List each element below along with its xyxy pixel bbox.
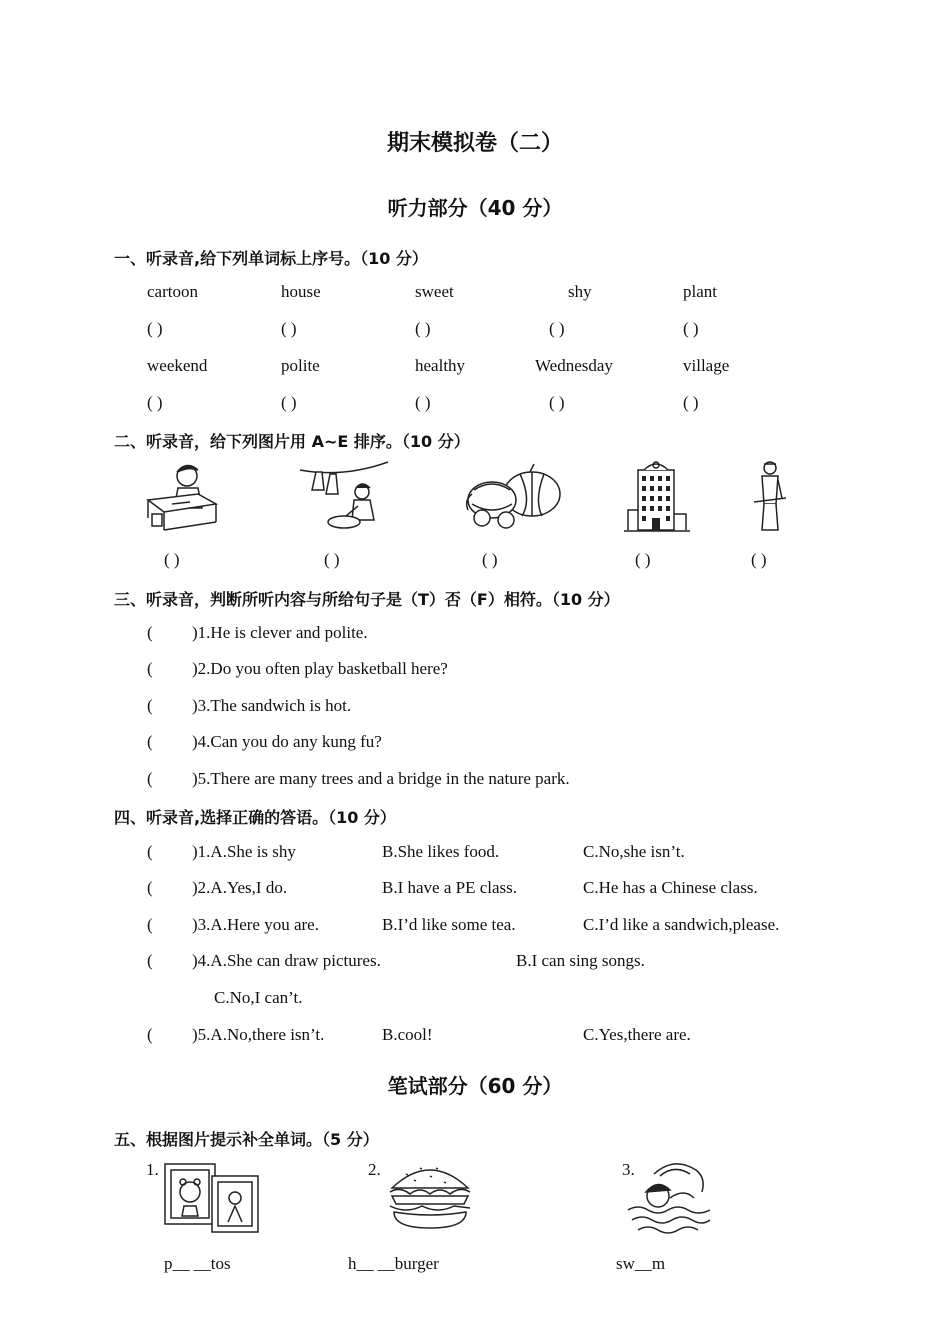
picture-number-1: 1. xyxy=(146,1160,159,1179)
q2-option-c: C.He has a Chinese class. xyxy=(583,878,758,897)
tall-building-picture xyxy=(624,458,690,534)
picture-number-3: 3. xyxy=(622,1160,635,1179)
word-weekend: weekend xyxy=(147,356,208,375)
statement-1: )1.He is clever and polite. xyxy=(192,623,368,642)
farmer-with-pole-picture xyxy=(752,458,788,534)
answer-open-paren[interactable]: ( xyxy=(147,842,153,861)
q4-option-c: C.No,I can’t. xyxy=(214,988,303,1007)
answer-blank[interactable]: ( ) xyxy=(549,393,565,412)
answer-blank[interactable]: ( ) xyxy=(415,393,431,412)
word-blank-photos[interactable]: p__ __tos xyxy=(164,1254,231,1273)
word-wednesday: Wednesday xyxy=(535,356,613,375)
answer-blank[interactable]: ( ) xyxy=(549,319,565,338)
answer-open-paren[interactable]: ( xyxy=(147,696,153,715)
section-5-heading: 五、根据图片提示补全单词。（5 分） xyxy=(114,1130,379,1149)
statement-5: )5.There are many trees and a bridge in the nature park. xyxy=(192,769,570,788)
section-3-heading: 三、听录音，判断所听内容与所给句子是（T）否（F）相符。（10 分） xyxy=(114,590,620,609)
answer-open-paren[interactable]: ( xyxy=(147,1025,153,1044)
q4-option-a: )4.A.She can draw pictures. xyxy=(192,951,381,970)
boy-writing-at-desk-picture xyxy=(142,460,222,534)
page-title: 期末模拟卷（二） xyxy=(386,131,563,156)
word-polite: polite xyxy=(281,356,320,375)
q5-option-b: B.cool! xyxy=(382,1025,433,1044)
q2-option-a: )2.A.Yes,I do. xyxy=(192,878,288,897)
word-blank-swim[interactable]: sw__m xyxy=(616,1254,666,1273)
vegetables-and-pumpkin-picture xyxy=(462,460,566,532)
answer-open-paren[interactable]: ( xyxy=(147,623,153,642)
answer-open-paren[interactable]: ( xyxy=(147,659,153,678)
picture-answer-blank[interactable]: ( ) xyxy=(482,550,498,569)
q3-option-c: C.I’d like a sandwich,please. xyxy=(583,915,780,934)
picture-number-2: 2. xyxy=(368,1160,381,1179)
word-blank-hamburger[interactable]: h__ __burger xyxy=(348,1254,439,1273)
picture-answer-blank[interactable]: ( ) xyxy=(324,550,340,569)
q5-option-c: C.Yes,there are. xyxy=(583,1025,691,1044)
word-sweet: sweet xyxy=(415,282,454,301)
statement-3: )3.The sandwich is hot. xyxy=(192,696,352,715)
statement-2: )2.Do you often play basketball here? xyxy=(192,659,448,678)
word-house: house xyxy=(281,282,321,301)
answer-blank[interactable]: ( ) xyxy=(147,319,163,338)
q4-option-b: B.I can sing songs. xyxy=(516,951,645,970)
q1-option-c: C.No,she isn’t. xyxy=(583,842,685,861)
hamburger-picture xyxy=(386,1158,474,1232)
q5-option-a: )5.A.No,there isn’t. xyxy=(192,1025,325,1044)
word-shy: shy xyxy=(568,282,592,301)
answer-open-paren[interactable]: ( xyxy=(147,915,153,934)
section-1-heading: 一、听录音,给下列单词标上序号。（10 分） xyxy=(114,249,428,268)
answer-blank[interactable]: ( ) xyxy=(683,319,699,338)
listening-part-header: 听力部分（40 分） xyxy=(387,196,563,220)
picture-answer-blank[interactable]: ( ) xyxy=(164,550,180,569)
word-village: village xyxy=(683,356,730,375)
girl-washing-clothes-picture xyxy=(298,460,390,534)
answer-blank[interactable]: ( ) xyxy=(415,319,431,338)
writing-part-header: 笔试部分（60 分） xyxy=(387,1074,563,1098)
q3-option-a: )3.A.Here you are. xyxy=(192,915,319,934)
answer-blank[interactable]: ( ) xyxy=(147,393,163,412)
photos-frames-picture xyxy=(162,1162,262,1234)
word-cartoon: cartoon xyxy=(147,282,198,301)
answer-open-paren[interactable]: ( xyxy=(147,878,153,897)
answer-blank[interactable]: ( ) xyxy=(281,393,297,412)
q3-option-b: B.I’d like some tea. xyxy=(382,915,516,934)
answer-open-paren[interactable]: ( xyxy=(147,769,153,788)
word-plant: plant xyxy=(683,282,717,301)
q1-option-b: B.She likes food. xyxy=(382,842,500,861)
answer-blank[interactable]: ( ) xyxy=(683,393,699,412)
statement-4: )4.Can you do any kung fu? xyxy=(192,732,382,751)
picture-answer-blank[interactable]: ( ) xyxy=(635,550,651,569)
picture-answer-blank[interactable]: ( ) xyxy=(751,550,767,569)
boy-swimming-picture xyxy=(624,1158,714,1234)
answer-open-paren[interactable]: ( xyxy=(147,732,153,751)
answer-open-paren[interactable]: ( xyxy=(147,951,153,970)
section-4-heading: 四、听录音,选择正确的答语。（10 分） xyxy=(114,808,396,827)
word-healthy: healthy xyxy=(415,356,466,375)
q1-option-a: )1.A.She is shy xyxy=(192,842,296,861)
answer-blank[interactable]: ( ) xyxy=(281,319,297,338)
section-2-heading: 二、听录音，给下列图片用 A~E 排序。（10 分） xyxy=(114,432,470,451)
q2-option-b: B.I have a PE class. xyxy=(382,878,518,897)
